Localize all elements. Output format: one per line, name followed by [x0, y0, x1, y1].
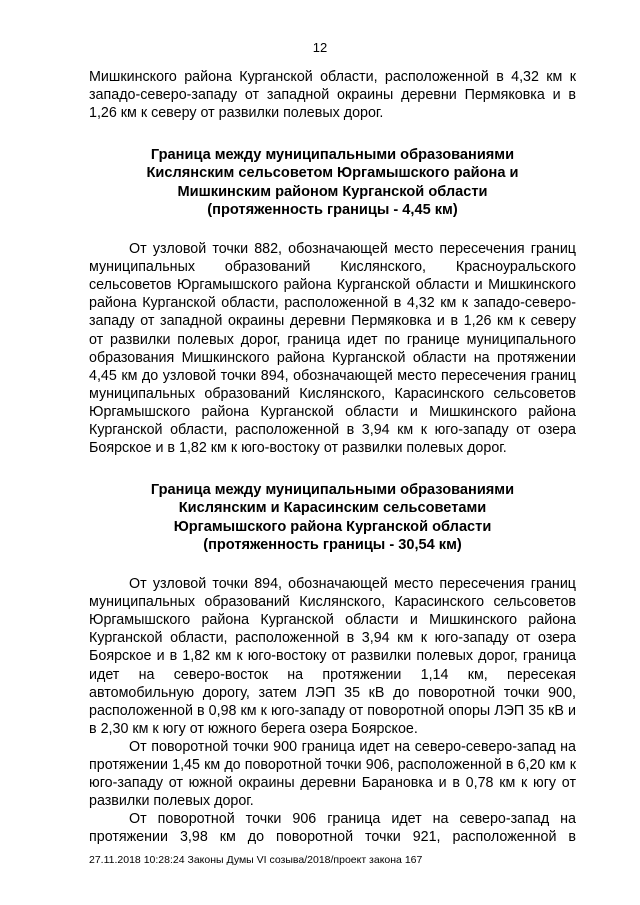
paragraph: От узловой точки 882, обозначающей место пересечения границ муниципальных образований Кислянского, Красноуральского сельсоветов Юргамышского района Курганской области и Мишкинского района Курганской области, расположенной в 4,32 км к западо-северо-западу от западной окраины деревни Пермяковка и в 1,26 км к северу от развилки полевых дорог, граница идет по границе муниципального образования Мишкинского района Курганской области на протяжении 4,45 км до узловой точки 894, обозначающей место пересечения границ муниципальных образований Кислянского, Карасинского сельсоветов Юргамышского района Курганской области и Мишкинского района Курганской области, расположенной в 3,94 км к юго-западу от озера Боярское и в 1,82 км к юго-востоку от развилки полевых дорог.	[89, 241, 576, 457]
heading-line: Граница между муниципальными образованиями	[150, 147, 515, 164]
section-heading-2	[89, 481, 576, 554]
heading-line: Мишкинским районом Курганской области	[177, 183, 488, 200]
paragraph-continuation: Мишкинского района Курганской области, расположенной в 4,32 км к западо-северо-западу от западной окраины деревни Пермяковка и в 1,26 км к северу от развилки полевых дорог.	[89, 69, 576, 122]
page-number: 12	[312, 40, 328, 55]
heading-line: Кислянским и Карасинским сельсоветами	[178, 500, 487, 517]
paragraph: От узловой точки 894, обозначающей место пересечения границ муниципальных образований Кислянского, Карасинского сельсоветов Юргамышского района Курганской области и Мишкинского района Курганской области, расположенной в 3,94 км к юго-западу от озера Боярское и в 1,82 км к юго-востоку от развилки полевых дорог, граница идет на северо-восток на протяжении 1,14 км, пересекая автомобильную дорогу, затем ЛЭП 35 кВ до поворотной точки 900, расположенной в 0,98 км к юго-западу от поворотной опоры ЛЭП 35 кВ и в 2,30 км к югу от южного берега озера Боярское.	[89, 576, 576, 737]
section-heading-1	[89, 146, 576, 219]
footer-document-info: 27.11.2018 10:28:24 Законы Думы VI созыва/2018/проект закона 167	[89, 854, 423, 866]
heading-line: (протяженность границы - 30,54 км)	[203, 536, 462, 553]
heading-line: Граница между муниципальными образованиями	[150, 482, 515, 499]
document-body	[89, 68, 576, 846]
heading-line: (протяженность границы - 4,45 км)	[207, 201, 458, 218]
paragraph: От поворотной точки 900 граница идет на северо-северо-запад на протяжении 1,45 км до поворотной точки 906, расположенной в 6,20 км к юго-западу от южной окраины деревни Барановка и в 0,78 км к югу от развилки полевых дорог.	[89, 738, 576, 810]
heading-line: Кислянским сельсоветом Юргамышского района и	[146, 165, 519, 182]
heading-line: Юргамышского района Курганской области	[173, 518, 492, 535]
paragraph: От поворотной точки 906 граница идет на северо-запад на протяжении 3,98 км до поворотной точки 921, расположенной в	[89, 811, 576, 846]
